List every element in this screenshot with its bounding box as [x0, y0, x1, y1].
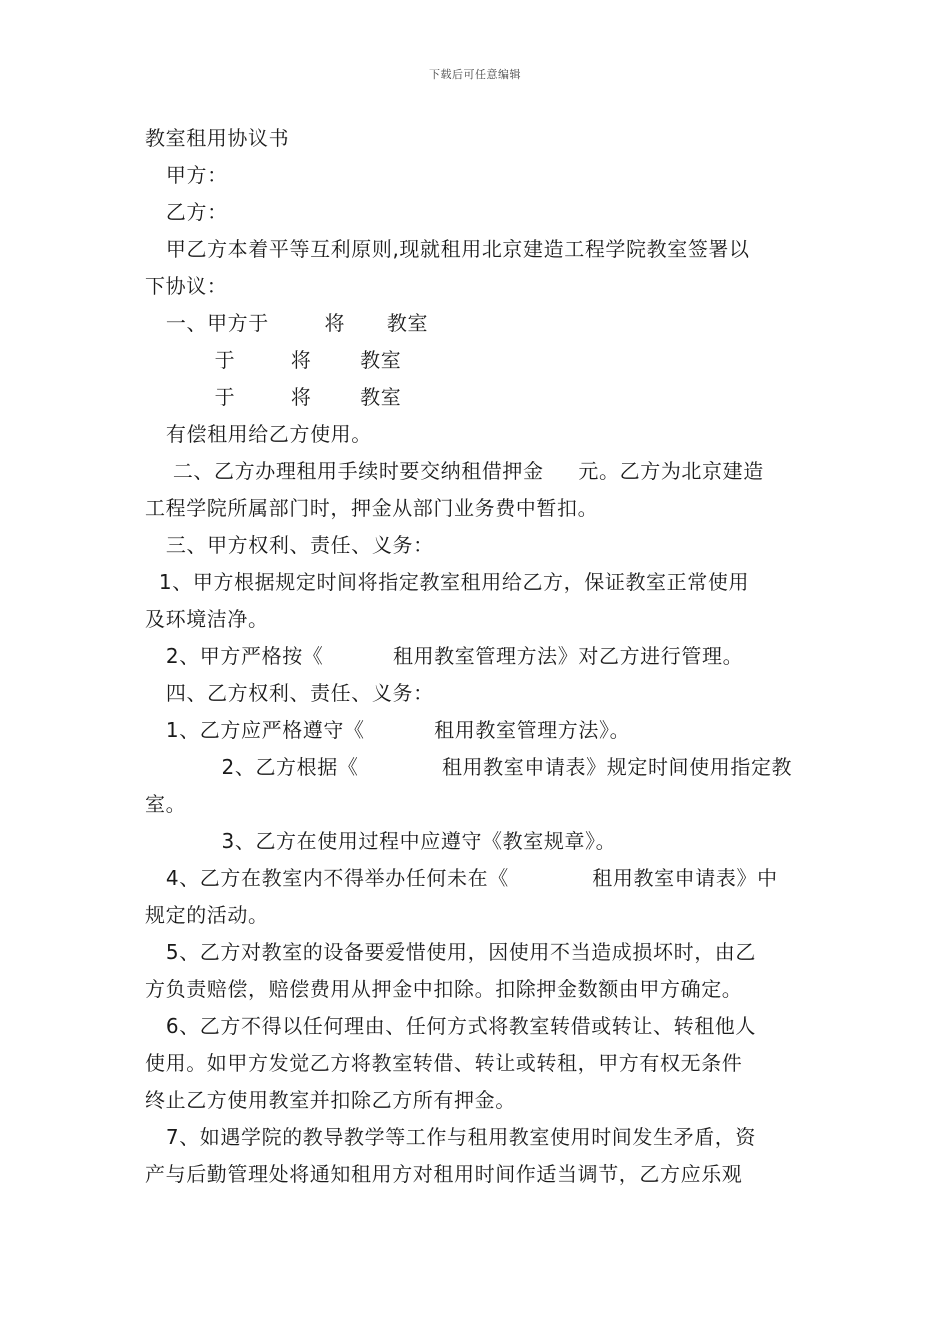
text-line: 使用。如甲方发觉乙方将教室转借、转让或转租，甲方有权无条件 — [145, 1051, 743, 1075]
text-line: 乙方： — [145, 200, 228, 224]
text-line: 及环境洁净。 — [145, 607, 269, 631]
text-line: 有偿租用给乙方使用。 — [145, 422, 372, 446]
text-line: 方负责赔偿，赔偿费用从押金中扣除。扣除押金数额由甲方确定。 — [145, 977, 743, 1001]
text-line: 室。 — [145, 792, 187, 816]
text-line: 一、甲方于 将 教室 — [145, 311, 429, 335]
page-header-note: 下载后可任意编辑 — [429, 68, 521, 81]
text-line: 下协议： — [145, 274, 228, 298]
text-line: 工程学院所属部门时，押金从部门业务费中暂扣。 — [145, 496, 599, 520]
text-line: 终止乙方使用教室并扣除乙方所有押金。 — [145, 1088, 516, 1112]
text-line: 3、乙方在使用过程中应遵守《教室规章》。 — [145, 829, 617, 853]
text-line: 1、甲方根据规定时间将指定教室租用给乙方，保证教室正常使用 — [145, 570, 750, 594]
text-line: 7、如遇学院的教导教学等工作与租用教室使用时间发生矛盾，资 — [145, 1125, 756, 1149]
text-line: 4、乙方在教室内不得举办任何未在《 租用教室申请表》中 — [145, 866, 778, 890]
text-line: 于 将 教室 — [145, 348, 402, 372]
text-line: 甲方： — [145, 163, 228, 187]
text-line: 产与后勤管理处将通知租用方对租用时间作适当调节，乙方应乐观 — [145, 1162, 743, 1186]
text-line: 二、乙方办理租用手续时要交纳租借押金 元。乙方为北京建造 — [145, 459, 764, 483]
document-title: 教室租用协议书 — [145, 126, 290, 150]
text-line: 6、乙方不得以任何理由、任何方式将教室转借或转让、转租他人 — [145, 1014, 756, 1038]
text-line: 1、乙方应严格遵守《 租用教室管理方法》。 — [145, 718, 631, 742]
text-line: 三、甲方权利、责任、义务： — [145, 533, 434, 557]
text-line: 于 将 教室 — [145, 385, 402, 409]
text-line: 5、乙方对教室的设备要爱惜使用，因使用不当造成损坏时，由乙 — [145, 940, 756, 964]
text-line: 规定的活动。 — [145, 903, 269, 927]
text-line: 四、乙方权利、责任、义务： — [145, 681, 434, 705]
text-line: 2、甲方严格按《 租用教室管理方法》对乙方进行管理。 — [145, 644, 744, 668]
text-line: 2、乙方根据《 租用教室申请表》规定时间使用指定教 — [145, 755, 793, 779]
text-line: 甲乙方本着平等互利原则,现就租用北京建造工程学院教室签署以 — [145, 237, 750, 261]
